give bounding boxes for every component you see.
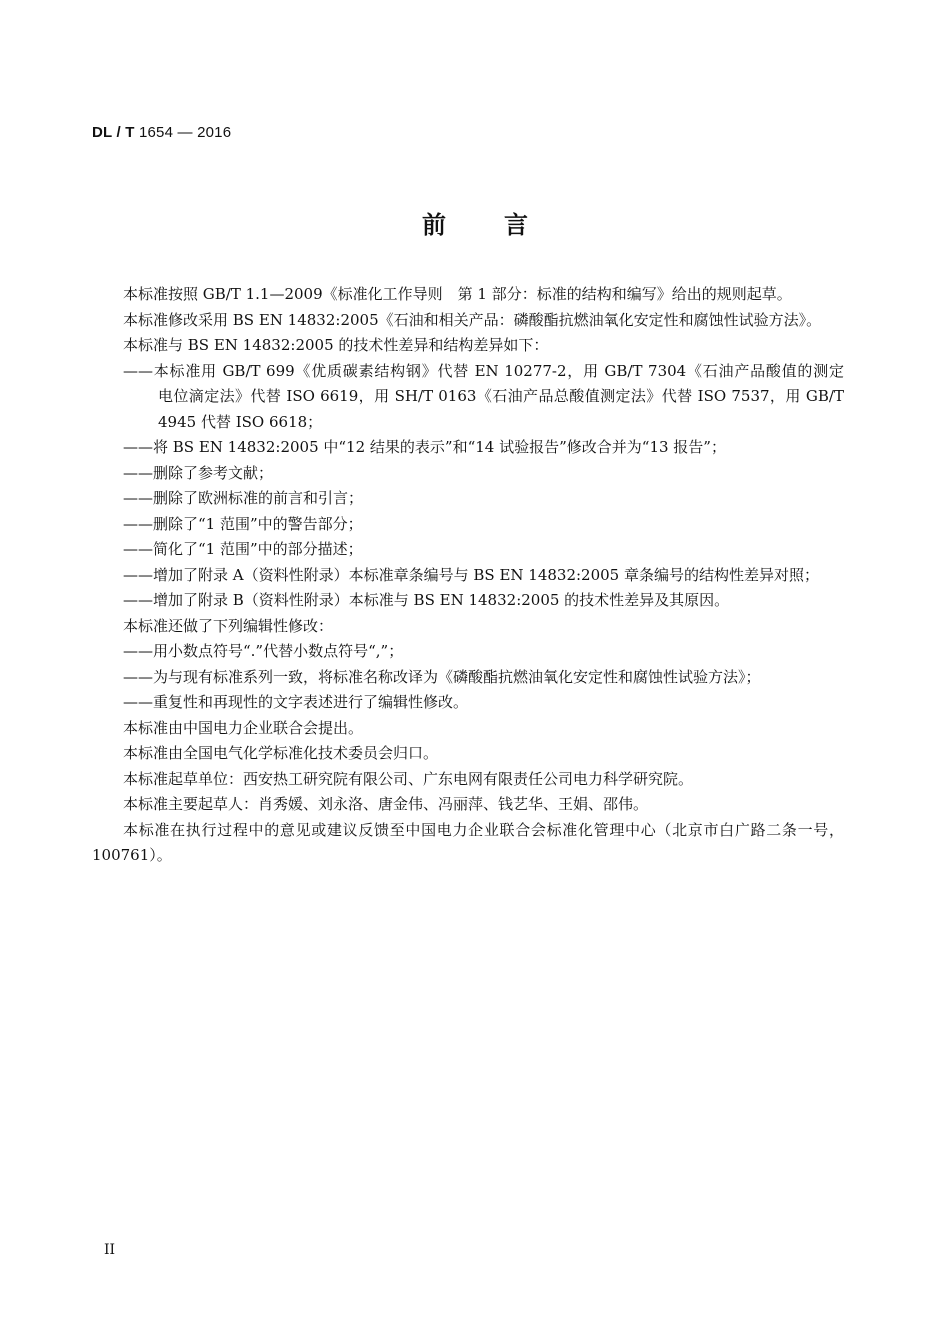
list-item: ——将 BS EN 14832:2005 中“12 结果的表示”和“14 试验报告”修改合并为“13 报告”；: [123, 438, 726, 456]
page-number: II: [104, 1242, 116, 1258]
paragraph: 本标准主要起草人：肖秀媛、刘永洛、唐金伟、冯丽萍、钱艺华、王娟、邵伟。: [123, 795, 649, 813]
page-title: 前言: [422, 211, 586, 239]
paragraph: 本标准还做了下列编辑性修改：: [123, 616, 334, 635]
standard-code-prefix: DL / T: [92, 124, 139, 141]
paragraph: 本标准修改采用 BS EN 14832:2005《石油和相关产品：磷酸酯抗燃油氧化安定性和腐蚀性试验方法》。: [123, 310, 822, 329]
list-item: ——增加了附录 B（资料性附录）本标准与 BS EN 14832:2005 的技术性差异及其原因。: [123, 591, 730, 609]
list-item: ——重复性和再现性的文字表述进行了编辑性修改。: [123, 693, 469, 711]
paragraph: 本标准起草单位：西安热工研究院有限公司、广东电网有限责任公司电力科学研究院。: [123, 769, 694, 788]
list-item: ——简化了“1 范围”中的部分描述；: [123, 540, 363, 558]
foreword-body: [92, 282, 860, 869]
list-item: ——用小数点符号“.”代替小数点符号“,”；: [123, 642, 404, 660]
list-item: ——删除了“1 范围”中的警告部分；: [123, 514, 363, 533]
paragraph: 本标准在执行过程中的意见或建议反馈至中国电力企业联合会标准化管理中心（北京市白广路二条一号，100761）。: [92, 820, 844, 864]
paragraph: 本标准由中国电力企业联合会提出。: [123, 718, 364, 737]
list-item: ——本标准用 GB/T 699《优质碳素结构钢》代替 EN 10277-2，用 GB/T 7304《石油产品酸值的测定 电位滴定法》代替 ISO 6619，用 SH/T 0163《石油产品总酸值测定法》代替 ISO 7537，用 GB/T 4945 代替 ISO 6618；: [123, 361, 860, 431]
list-item: ——删除了参考文献；: [123, 463, 274, 482]
paragraph: 本标准按照 GB/T 1.1—2009《标准化工作导则 第 1 部分：标准的结构和编写》给出的规则起草。: [123, 285, 792, 303]
list-item: ——增加了附录 A（资料性附录）本标准章条编号与 BS EN 14832:2005 章条编号的结构性差异对照；: [123, 565, 819, 584]
standard-code-number: 1654 — 2016: [138, 124, 232, 141]
list-item: ——删除了欧洲标准的前言和引言；: [123, 489, 364, 507]
paragraph: 本标准与 BS EN 14832:2005 的技术性差异和结构差异如下：: [123, 336, 549, 354]
paragraph: 本标准由全国电气化学标准化技术委员会归口。: [123, 744, 439, 762]
standard-code: [92, 124, 231, 141]
list-item: ——为与现有标准系列一致，将标准名称改译为《磷酸酯抗燃油氧化安定性和腐蚀性试验方法》；: [123, 667, 761, 686]
